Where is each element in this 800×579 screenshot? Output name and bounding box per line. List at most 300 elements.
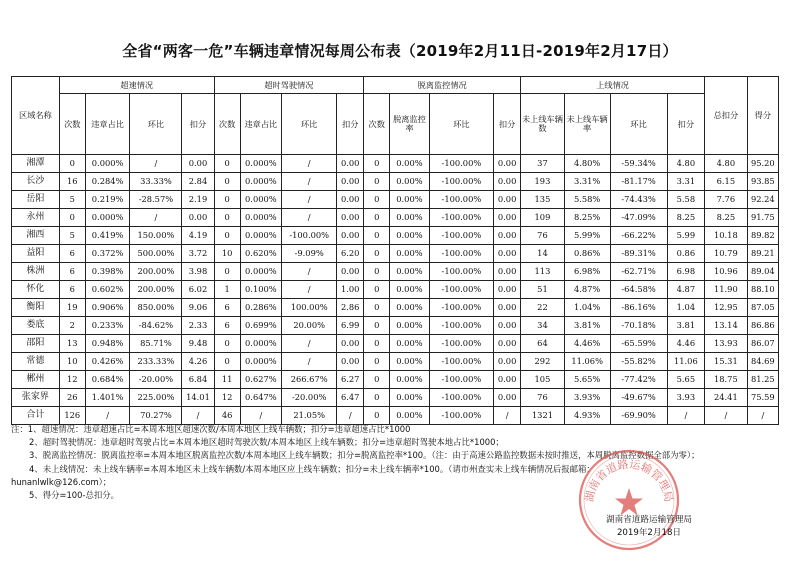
table-cell: 6.15 <box>705 173 748 191</box>
table-cell: 0.419% <box>85 227 130 245</box>
table-cell: / <box>667 407 704 425</box>
table-cell: 88.10 <box>747 281 778 299</box>
region-cell: 株洲 <box>12 263 60 281</box>
table-cell: 0 <box>364 335 390 353</box>
table-cell: / <box>130 155 182 173</box>
table-cell: 113 <box>521 263 565 281</box>
table-cell: -66.22% <box>610 227 667 245</box>
table-cell: 4.19 <box>182 227 214 245</box>
table-cell: -100.00% <box>429 191 493 209</box>
table-cell: 0.86 <box>667 245 704 263</box>
region-cell: 常德 <box>12 353 60 371</box>
table-cell: 24.41 <box>705 389 748 407</box>
table-cell: 0 <box>364 173 390 191</box>
signer-date: 2019年2月18日 <box>616 528 682 538</box>
table-cell: 0.00% <box>390 353 429 371</box>
table-row <box>12 263 779 281</box>
note-line: 5、得分=100-总扣分。 <box>29 490 119 501</box>
table-cell: 1321 <box>521 407 565 425</box>
table-cell: 6 <box>59 245 85 263</box>
table-cell: 150.00% <box>130 227 182 245</box>
table-cell: 12 <box>59 371 85 389</box>
signer-org: 湖南省道路运输管理局 <box>606 515 692 525</box>
table-cell: 2 <box>59 317 85 335</box>
table-cell: 0.00 <box>494 371 521 389</box>
region-cell: 邵阳 <box>12 335 60 353</box>
table-cell: 6.98% <box>564 263 610 281</box>
header-score: 得分 <box>747 77 778 155</box>
table-cell: 3.81% <box>564 317 610 335</box>
table-cell: 11 <box>214 371 240 389</box>
table-row <box>12 317 779 335</box>
table-cell: 1.04% <box>564 299 610 317</box>
table-cell: 5.65 <box>667 371 704 389</box>
table-cell: 0.00% <box>390 227 429 245</box>
table-cell: 0.00% <box>390 281 429 299</box>
table-cell: -70.18% <box>610 317 667 335</box>
table-cell: 6.02 <box>182 281 214 299</box>
table-cell: 3.93 <box>667 389 704 407</box>
table-cell: 0.00 <box>337 353 364 371</box>
table-cell: 5.58% <box>564 191 610 209</box>
note-line: 注：1、超速情况：违章超速占比=本周本地区超速次数/本周本地区上线车辆数；扣分=违章超速占比*1000 <box>11 424 411 434</box>
table-cell: 6.99 <box>337 317 364 335</box>
table-cell: 0.000% <box>240 263 282 281</box>
table-cell: 3.72 <box>182 245 214 263</box>
table-cell: 9.48 <box>182 335 214 353</box>
table-cell: 0 <box>214 173 240 191</box>
table-cell: -64.58% <box>610 281 667 299</box>
table-cell: 4.26 <box>182 353 214 371</box>
table-cell: 1.401% <box>85 389 130 407</box>
table-cell: 8.25% <box>564 209 610 227</box>
table-cell: 13 <box>59 335 85 353</box>
table-cell: 0.219% <box>85 191 130 209</box>
table-cell: / <box>282 281 337 299</box>
table-cell: 0 <box>214 263 240 281</box>
table-cell: -20.00% <box>130 371 182 389</box>
table-cell: 233.33% <box>130 353 182 371</box>
table-cell: 2.19 <box>182 191 214 209</box>
table-cell: -100.00% <box>429 155 493 173</box>
table-cell: 0 <box>364 281 390 299</box>
table-cell: 64 <box>521 335 565 353</box>
header-speeding: 超速情况 <box>59 77 214 94</box>
table-cell: 100.00% <box>282 299 337 317</box>
header-online: 上线情况 <box>521 77 705 94</box>
table-cell: 89.04 <box>747 263 778 281</box>
table-cell: 0 <box>214 227 240 245</box>
table-cell: 0.602% <box>85 281 130 299</box>
table-cell: -49.67% <box>610 389 667 407</box>
table-cell: 0.000% <box>240 173 282 191</box>
table-cell: 3.81 <box>667 317 704 335</box>
table-cell: 5.58 <box>667 191 704 209</box>
subheader: 扣分 <box>494 94 521 155</box>
table-cell: 0 <box>364 389 390 407</box>
table-cell: 8.25 <box>705 209 748 227</box>
table-cell: 95.20 <box>747 155 778 173</box>
table-cell: 0.372% <box>85 245 130 263</box>
table-cell: 0.284% <box>85 173 130 191</box>
table-cell: 0.00 <box>494 191 521 209</box>
table-cell: -100.00% <box>429 317 493 335</box>
table-cell: / <box>747 407 778 425</box>
table-cell: 3.31 <box>667 173 704 191</box>
table-cell: -100.00% <box>429 389 493 407</box>
table-cell: 92.24 <box>747 191 778 209</box>
note-line: hunanlwlk@126.com）； <box>11 476 112 487</box>
table-cell: 14.01 <box>182 389 214 407</box>
table-cell: -89.31% <box>610 245 667 263</box>
table-cell: -100.00% <box>429 173 493 191</box>
subheader: 扣分 <box>337 94 364 155</box>
subheader: 违章占比 <box>240 94 282 155</box>
table-cell: 200.00% <box>130 281 182 299</box>
table-cell: 0.00 <box>494 173 521 191</box>
table-cell: 0.233% <box>85 317 130 335</box>
table-cell: 135 <box>521 191 565 209</box>
table-cell: 13.14 <box>705 317 748 335</box>
table-cell: 0.00% <box>390 299 429 317</box>
table-cell: / <box>240 407 282 425</box>
table-cell: 6 <box>214 299 240 317</box>
table-cell: 5.99% <box>564 227 610 245</box>
note-line: 2、超时驾驶情况：违章超时驾驶占比=本周本地区超时驾驶次数/本周本地区上线车辆数；扣分=违章超时驾驶本地占比*1000； <box>29 437 504 448</box>
table-cell: -100.00% <box>429 227 493 245</box>
table-cell: -81.17% <box>610 173 667 191</box>
table-cell: -100.00% <box>429 299 493 317</box>
table-cell: 4.87% <box>564 281 610 299</box>
table-cell: 0.286% <box>240 299 282 317</box>
table-cell: 225.00% <box>130 389 182 407</box>
table-cell: 0.00 <box>494 317 521 335</box>
svg-text:湖南省道路运输管理局: 湖南省道路运输管理局 <box>582 457 676 504</box>
table-row <box>12 209 779 227</box>
table-cell: 15.31 <box>705 353 748 371</box>
table-cell: -20.00% <box>282 389 337 407</box>
table-cell: 4.80 <box>667 155 704 173</box>
table-cell: 0.426% <box>85 353 130 371</box>
table-cell: / <box>282 335 337 353</box>
table-cell: 0 <box>364 353 390 371</box>
table-cell: 0.000% <box>240 335 282 353</box>
table-cell: -77.42% <box>610 371 667 389</box>
table-cell: 0 <box>364 299 390 317</box>
table-cell: 2.84 <box>182 173 214 191</box>
table-cell: 0.86% <box>564 245 610 263</box>
table-cell: / <box>282 173 337 191</box>
table-cell: 10 <box>214 245 240 263</box>
table-row <box>12 371 779 389</box>
table-cell: 5 <box>59 191 85 209</box>
table-cell: 0.00 <box>337 263 364 281</box>
table-cell: 8.25 <box>667 209 704 227</box>
table-cell: 0.00% <box>390 173 429 191</box>
table-cell: -47.09% <box>610 209 667 227</box>
table-cell: 0 <box>364 407 390 425</box>
table-cell: 4.80 <box>705 155 748 173</box>
table-cell: 33.33% <box>130 173 182 191</box>
region-cell: 湘西 <box>12 227 60 245</box>
region-cell: 岳阳 <box>12 191 60 209</box>
table-cell: / <box>130 209 182 227</box>
region-cell: 益阳 <box>12 245 60 263</box>
table-row <box>12 245 779 263</box>
table-cell: 500.00% <box>130 245 182 263</box>
subheader: 次数 <box>364 94 390 155</box>
region-cell: 永州 <box>12 209 60 227</box>
table-cell: 109 <box>521 209 565 227</box>
table-cell: / <box>282 155 337 173</box>
table-cell: 7.76 <box>705 191 748 209</box>
table-cell: -55.82% <box>610 353 667 371</box>
table-cell: -86.16% <box>610 299 667 317</box>
table-cell: 16 <box>59 173 85 191</box>
table-cell: -9.09% <box>282 245 337 263</box>
table-cell: 6 <box>214 317 240 335</box>
subheader: 违章占比 <box>85 94 130 155</box>
table-cell: 0.699% <box>240 317 282 335</box>
table-cell: -65.59% <box>610 335 667 353</box>
region-cell: 合计 <box>12 407 60 425</box>
table-cell: 93.85 <box>747 173 778 191</box>
table-cell: 0.620% <box>240 245 282 263</box>
table-cell: 0.00 <box>494 335 521 353</box>
table-cell: 0.00 <box>494 263 521 281</box>
table-cell: 0.00% <box>390 263 429 281</box>
table-cell: 5 <box>59 227 85 245</box>
table-cell: 0 <box>364 371 390 389</box>
table-cell: 85.71% <box>130 335 182 353</box>
table-cell: / <box>282 263 337 281</box>
table-cell: 76 <box>521 227 565 245</box>
table-cell: 0 <box>364 227 390 245</box>
table-cell: -84.62% <box>130 317 182 335</box>
table-cell: 0.00 <box>337 173 364 191</box>
table-cell: 0.00% <box>390 245 429 263</box>
table-row <box>12 173 779 191</box>
table-row <box>12 299 779 317</box>
table-cell: 6.84 <box>182 371 214 389</box>
region-cell: 衡阳 <box>12 299 60 317</box>
table-cell: 0.000% <box>240 353 282 371</box>
table-cell: 2.86 <box>337 299 364 317</box>
table-row <box>12 353 779 371</box>
table-cell: 6.20 <box>337 245 364 263</box>
table-cell: 4.87 <box>667 281 704 299</box>
table-cell: -100.00% <box>429 407 493 425</box>
note-line: 3、脱离监控情况：脱离监控率=本周本地区脱离监控次数/本周本地区上线车辆数；扣分=脱离监控率*100。（注：由于高速公路监控数据未按时推送，本周脱离监控数据全部为零）； <box>29 450 700 461</box>
table-cell: 0.00% <box>390 407 429 425</box>
header-offline: 脱离监控情况 <box>364 77 521 94</box>
table-cell: 0.684% <box>85 371 130 389</box>
table-cell: 13.93 <box>705 335 748 353</box>
table-cell: -100.00% <box>429 371 493 389</box>
table-row <box>12 281 779 299</box>
table-cell: 292 <box>521 353 565 371</box>
table-cell: 0 <box>364 317 390 335</box>
table-cell: 0 <box>214 191 240 209</box>
note-line: 4、未上线情况：未上线车辆率=本周本地区未上线车辆数/本周本地区应上线车辆数；扣分=未上线车辆率*100。（请市州查实未上线车辆情况后报邮箱： <box>29 463 595 474</box>
table-cell: 0.647% <box>240 389 282 407</box>
table-cell: -28.57% <box>130 191 182 209</box>
subheader: 环比 <box>610 94 667 155</box>
subheader: 扣分 <box>182 94 214 155</box>
table-cell: 850.00% <box>130 299 182 317</box>
table-cell: 0.000% <box>240 209 282 227</box>
table-cell: 86.86 <box>747 317 778 335</box>
table-cell: 0.00 <box>182 209 214 227</box>
table-cell: 20.00% <box>282 317 337 335</box>
table-cell: 81.25 <box>747 371 778 389</box>
table-cell: 10 <box>59 353 85 371</box>
table-cell: / <box>705 407 748 425</box>
table-cell: -100.00% <box>429 209 493 227</box>
table-cell: 3.31% <box>564 173 610 191</box>
table-cell: 0.948% <box>85 335 130 353</box>
table-cell: 0.00 <box>337 335 364 353</box>
table-cell: 6 <box>59 263 85 281</box>
table-cell: 0.00 <box>337 191 364 209</box>
table-cell: 126 <box>59 407 85 425</box>
table-cell: / <box>182 407 214 425</box>
table-cell: 89.21 <box>747 245 778 263</box>
table-cell: 0 <box>214 335 240 353</box>
table-row <box>12 155 779 173</box>
region-cell: 郴州 <box>12 371 60 389</box>
table-cell: 11.06% <box>564 353 610 371</box>
table-cell: / <box>337 407 364 425</box>
table-cell: -100.00% <box>429 335 493 353</box>
table-cell: 0.00% <box>390 335 429 353</box>
header-total-deduct: 总扣分 <box>705 77 748 155</box>
table-cell: -100.00% <box>429 263 493 281</box>
table-cell: 10.79 <box>705 245 748 263</box>
table-cell: 5.99 <box>667 227 704 245</box>
region-cell: 长沙 <box>12 173 60 191</box>
table-cell: 86.07 <box>747 335 778 353</box>
table-cell: 1.04 <box>667 299 704 317</box>
table-cell: 0 <box>364 263 390 281</box>
table-cell: 84.69 <box>747 353 778 371</box>
table-cell: 0 <box>59 155 85 173</box>
table-cell: 0 <box>214 155 240 173</box>
table-cell: 0.000% <box>85 155 130 173</box>
table-cell: 0.00 <box>494 353 521 371</box>
region-cell: 娄底 <box>12 317 60 335</box>
subheader: 次数 <box>59 94 85 155</box>
table-cell: 0.00 <box>494 389 521 407</box>
table-cell: 0.00% <box>390 155 429 173</box>
table-cell: 0.100% <box>240 281 282 299</box>
region-cell: 怀化 <box>12 281 60 299</box>
table-cell: 0.00% <box>390 191 429 209</box>
table-cell: 6.27 <box>337 371 364 389</box>
table-cell: 0.398% <box>85 263 130 281</box>
table-cell: 0.00 <box>494 245 521 263</box>
violation-table <box>11 76 779 425</box>
table-cell: 14 <box>521 245 565 263</box>
table-cell: / <box>282 353 337 371</box>
table-cell: 5.65% <box>564 371 610 389</box>
subheader: 环比 <box>282 94 337 155</box>
table-cell: -74.43% <box>610 191 667 209</box>
table-cell: 9.06 <box>182 299 214 317</box>
table-cell: 22 <box>521 299 565 317</box>
table-cell: 0.000% <box>240 155 282 173</box>
table-cell: -100.00% <box>282 227 337 245</box>
subheader: 次数 <box>214 94 240 155</box>
table-cell: 0 <box>364 191 390 209</box>
table-cell: -59.34% <box>610 155 667 173</box>
table-cell: 0.627% <box>240 371 282 389</box>
table-cell: 0 <box>364 209 390 227</box>
table-cell: 18.75 <box>705 371 748 389</box>
table-body <box>12 155 779 425</box>
table-cell: 200.00% <box>130 263 182 281</box>
table-cell: 4.93% <box>564 407 610 425</box>
table-row <box>12 335 779 353</box>
table-cell: 11.90 <box>705 281 748 299</box>
table-cell: 51 <box>521 281 565 299</box>
header-overtime: 超时驾驶情况 <box>214 77 364 94</box>
subheader: 扣分 <box>667 94 704 155</box>
table-row <box>12 389 779 407</box>
table-cell: 0.00% <box>390 371 429 389</box>
table-cell: 0.00% <box>390 209 429 227</box>
table-row <box>12 227 779 245</box>
table-cell: 6.47 <box>337 389 364 407</box>
table-cell: 0.00 <box>337 227 364 245</box>
table-cell: / <box>85 407 130 425</box>
table-cell: 0.00 <box>182 155 214 173</box>
subheader: 未上线车辆数 <box>521 94 565 155</box>
table-cell: 3.93% <box>564 389 610 407</box>
table-cell: 0 <box>364 155 390 173</box>
table-cell: 0.00 <box>494 299 521 317</box>
table-cell: 12.95 <box>705 299 748 317</box>
table-cell: 4.46% <box>564 335 610 353</box>
table-cell: 266.67% <box>282 371 337 389</box>
table-cell: 0.00 <box>494 155 521 173</box>
table-cell: 0.00 <box>494 209 521 227</box>
header-region: 区域名称 <box>12 77 60 155</box>
table-cell: 0 <box>364 245 390 263</box>
table-total-row <box>12 407 779 425</box>
subheader: 环比 <box>429 94 493 155</box>
table-cell: 3.98 <box>182 263 214 281</box>
table-cell: 1 <box>214 281 240 299</box>
table-cell: 76 <box>521 389 565 407</box>
table-cell: 89.82 <box>747 227 778 245</box>
table-cell: 70.27% <box>130 407 182 425</box>
region-cell: 湘潭 <box>12 155 60 173</box>
table-cell: 2.33 <box>182 317 214 335</box>
table-cell: 12 <box>214 389 240 407</box>
subheader: 未上线车辆率 <box>564 94 610 155</box>
table-cell: 0.906% <box>85 299 130 317</box>
table-cell: 0.000% <box>85 209 130 227</box>
table-cell: 34 <box>521 317 565 335</box>
table-cell: 6.98 <box>667 263 704 281</box>
table-cell: 0.00 <box>494 281 521 299</box>
table-cell: 0.00 <box>337 209 364 227</box>
table-cell: 1.00 <box>337 281 364 299</box>
table-cell: 46 <box>214 407 240 425</box>
signer-block <box>594 514 704 540</box>
table-cell: 0.000% <box>240 227 282 245</box>
